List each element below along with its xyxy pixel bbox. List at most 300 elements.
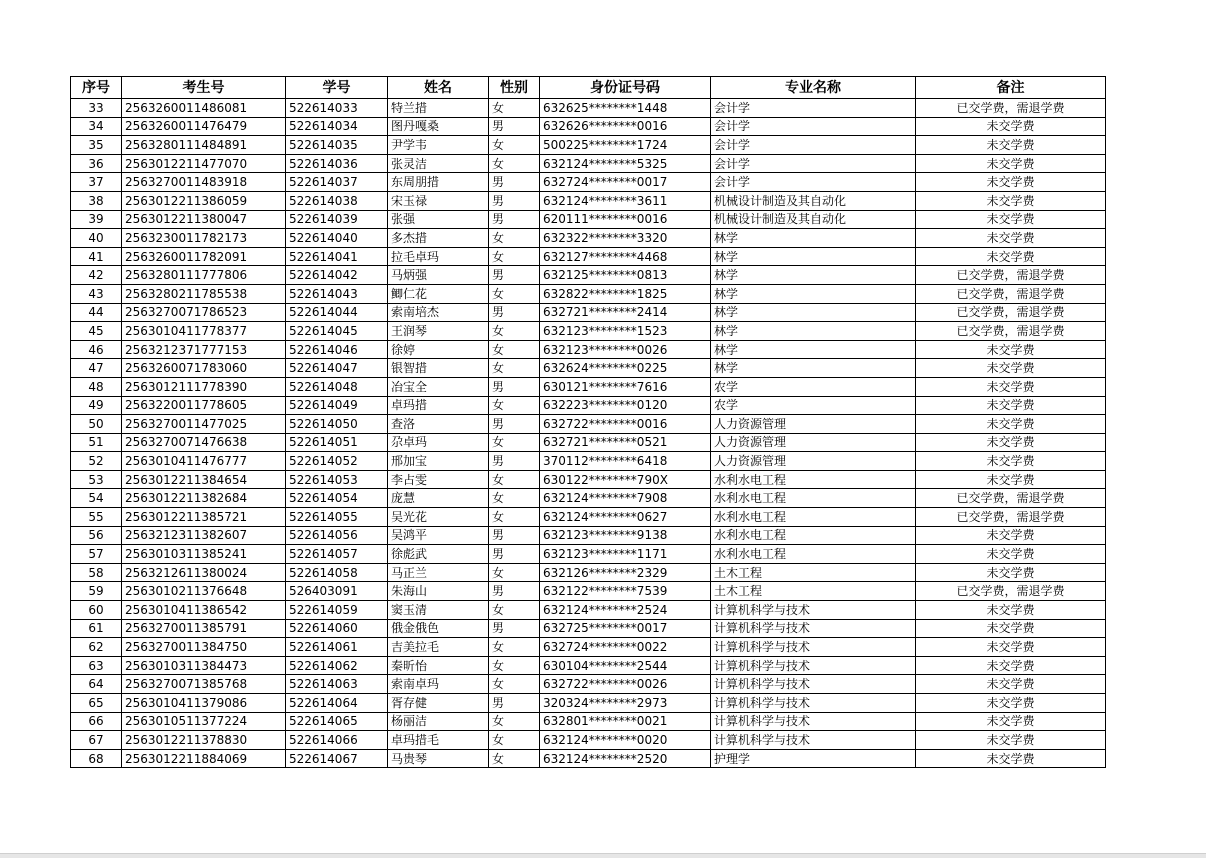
cell-col-remark: 未交学费 — [916, 377, 1106, 396]
cell-col-gender: 女 — [489, 638, 540, 657]
cell-col-student-id: 522614049 — [286, 396, 388, 415]
cell-col-major: 水利水电工程 — [711, 545, 916, 564]
cell-col-remark: 未交学费 — [916, 210, 1106, 229]
cell-col-index: 43 — [71, 284, 122, 303]
cell-col-index: 64 — [71, 675, 122, 694]
cell-col-student-id: 522614043 — [286, 284, 388, 303]
cell-col-student-id: 522614053 — [286, 470, 388, 489]
cell-col-exam-id: 2563220011778605 — [122, 396, 286, 415]
cell-col-name: 冶宝全 — [388, 377, 489, 396]
table-row — [71, 489, 1106, 508]
table-row — [71, 303, 1106, 322]
cell-col-exam-id: 2563280111777806 — [122, 266, 286, 285]
cell-col-id-number: 632124********2520 — [540, 749, 711, 768]
cell-col-index: 54 — [71, 489, 122, 508]
cell-col-exam-id: 2563270011483918 — [122, 173, 286, 192]
cell-col-major: 人力资源管理 — [711, 452, 916, 471]
table-row — [71, 284, 1106, 303]
cell-col-gender: 女 — [489, 322, 540, 341]
cell-col-student-id: 522614048 — [286, 377, 388, 396]
table-row — [71, 99, 1106, 118]
cell-col-name: 马贵琴 — [388, 749, 489, 768]
cell-col-exam-id: 2563270011385791 — [122, 619, 286, 638]
cell-col-gender: 女 — [489, 433, 540, 452]
cell-col-major: 会计学 — [711, 99, 916, 118]
cell-col-index: 38 — [71, 191, 122, 210]
cell-col-major: 林学 — [711, 266, 916, 285]
cell-col-index: 55 — [71, 508, 122, 527]
cell-col-exam-id: 2563212371777153 — [122, 340, 286, 359]
table-row — [71, 470, 1106, 489]
cell-col-name: 吉美拉毛 — [388, 638, 489, 657]
cell-col-id-number: 632724********0022 — [540, 638, 711, 657]
cell-col-remark: 已交学费，需退学费 — [916, 266, 1106, 285]
cell-col-remark: 已交学费，需退学费 — [916, 582, 1106, 601]
cell-col-major: 会计学 — [711, 154, 916, 173]
table-body — [71, 99, 1106, 768]
cell-col-major: 计算机科学与技术 — [711, 656, 916, 675]
cell-col-student-id: 522614063 — [286, 675, 388, 694]
cell-col-major: 林学 — [711, 247, 916, 266]
table-row — [71, 154, 1106, 173]
cell-col-major: 会计学 — [711, 117, 916, 136]
cell-col-index: 40 — [71, 229, 122, 248]
table-row — [71, 526, 1106, 545]
cell-col-id-number: 632822********1825 — [540, 284, 711, 303]
cell-col-major: 计算机科学与技术 — [711, 619, 916, 638]
table-row — [71, 694, 1106, 713]
cell-col-name: 宋玉禄 — [388, 191, 489, 210]
cell-col-student-id: 522614060 — [286, 619, 388, 638]
cell-col-exam-id: 2563010511377224 — [122, 712, 286, 731]
cell-col-major: 土木工程 — [711, 563, 916, 582]
cell-col-exam-id: 2563270011384750 — [122, 638, 286, 657]
cell-col-id-number: 370112********6418 — [540, 452, 711, 471]
cell-col-exam-id: 2563010311385241 — [122, 545, 286, 564]
cell-col-gender: 女 — [489, 731, 540, 750]
table-row — [71, 415, 1106, 434]
cell-col-remark: 未交学费 — [916, 470, 1106, 489]
cell-col-exam-id: 2563010411778377 — [122, 322, 286, 341]
cell-col-exam-id: 2563010411386542 — [122, 601, 286, 620]
cell-col-student-id: 522614057 — [286, 545, 388, 564]
cell-col-id-number: 632725********0017 — [540, 619, 711, 638]
cell-col-gender: 女 — [489, 712, 540, 731]
table-row — [71, 601, 1106, 620]
cell-col-exam-id: 2563012211477070 — [122, 154, 286, 173]
cell-col-exam-id: 2563270071786523 — [122, 303, 286, 322]
header-col-id-number: 身份证号码 — [540, 77, 711, 99]
cell-col-student-id: 522614042 — [286, 266, 388, 285]
cell-col-index: 36 — [71, 154, 122, 173]
cell-col-index: 45 — [71, 322, 122, 341]
cell-col-index: 48 — [71, 377, 122, 396]
cell-col-student-id: 522614044 — [286, 303, 388, 322]
cell-col-index: 35 — [71, 136, 122, 155]
cell-col-gender: 女 — [489, 749, 540, 768]
header-col-remark: 备注 — [916, 77, 1106, 99]
cell-col-id-number: 632124********0627 — [540, 508, 711, 527]
table-row — [71, 359, 1106, 378]
cell-col-id-number: 632124********3611 — [540, 191, 711, 210]
cell-col-index: 52 — [71, 452, 122, 471]
cell-col-name: 尕卓玛 — [388, 433, 489, 452]
table-row — [71, 396, 1106, 415]
cell-col-index: 65 — [71, 694, 122, 713]
cell-col-major: 计算机科学与技术 — [711, 601, 916, 620]
cell-col-exam-id: 2563010211376648 — [122, 582, 286, 601]
cell-col-major: 农学 — [711, 396, 916, 415]
cell-col-remark: 已交学费，需退学费 — [916, 99, 1106, 118]
cell-col-name: 马炳强 — [388, 266, 489, 285]
cell-col-exam-id: 2563010411379086 — [122, 694, 286, 713]
cell-col-name: 王润琴 — [388, 322, 489, 341]
cell-col-major: 计算机科学与技术 — [711, 712, 916, 731]
cell-col-name: 庞慧 — [388, 489, 489, 508]
cell-col-index: 49 — [71, 396, 122, 415]
cell-col-index: 39 — [71, 210, 122, 229]
table-row — [71, 582, 1106, 601]
cell-col-gender: 男 — [489, 210, 540, 229]
cell-col-gender: 男 — [489, 415, 540, 434]
cell-col-name: 拉毛卓玛 — [388, 247, 489, 266]
cell-col-name: 邢加宝 — [388, 452, 489, 471]
header-col-name: 姓名 — [388, 77, 489, 99]
header-col-major: 专业名称 — [711, 77, 916, 99]
cell-col-remark: 未交学费 — [916, 396, 1106, 415]
cell-col-exam-id: 2563012211385721 — [122, 508, 286, 527]
cell-col-remark: 未交学费 — [916, 563, 1106, 582]
cell-col-index: 42 — [71, 266, 122, 285]
table-row — [71, 452, 1106, 471]
cell-col-id-number: 632125********0813 — [540, 266, 711, 285]
cell-col-student-id: 522614036 — [286, 154, 388, 173]
cell-col-id-number: 632721********0521 — [540, 433, 711, 452]
cell-col-id-number: 632123********9138 — [540, 526, 711, 545]
cell-col-index: 61 — [71, 619, 122, 638]
cell-col-remark: 未交学费 — [916, 117, 1106, 136]
cell-col-student-id: 522614045 — [286, 322, 388, 341]
table-row — [71, 117, 1106, 136]
cell-col-remark: 已交学费，需退学费 — [916, 489, 1106, 508]
cell-col-exam-id: 2563010411476777 — [122, 452, 286, 471]
cell-col-id-number: 632223********0120 — [540, 396, 711, 415]
cell-col-gender: 女 — [489, 136, 540, 155]
cell-col-student-id: 522614046 — [286, 340, 388, 359]
cell-col-major: 人力资源管理 — [711, 415, 916, 434]
cell-col-name: 索南卓玛 — [388, 675, 489, 694]
header-col-index: 序号 — [71, 77, 122, 99]
cell-col-exam-id: 2563012211382684 — [122, 489, 286, 508]
cell-col-id-number: 632127********4468 — [540, 247, 711, 266]
cell-col-gender: 女 — [489, 508, 540, 527]
cell-col-id-number: 632124********5325 — [540, 154, 711, 173]
cell-col-exam-id: 2563270011477025 — [122, 415, 286, 434]
cell-col-name: 图丹嘎桑 — [388, 117, 489, 136]
cell-col-remark: 未交学费 — [916, 415, 1106, 434]
cell-col-gender: 男 — [489, 191, 540, 210]
cell-col-id-number: 630122********790X — [540, 470, 711, 489]
cell-col-name: 胥存健 — [388, 694, 489, 713]
cell-col-remark: 未交学费 — [916, 712, 1106, 731]
cell-col-gender: 女 — [489, 154, 540, 173]
student-table-sheet — [70, 76, 1106, 768]
cell-col-student-id: 522614051 — [286, 433, 388, 452]
cell-col-major: 林学 — [711, 322, 916, 341]
cell-col-id-number: 632123********1523 — [540, 322, 711, 341]
cell-col-name: 银智措 — [388, 359, 489, 378]
table-row — [71, 247, 1106, 266]
cell-col-gender: 女 — [489, 563, 540, 582]
cell-col-student-id: 522614056 — [286, 526, 388, 545]
header-col-exam-id: 考生号 — [122, 77, 286, 99]
cell-col-student-id: 522614062 — [286, 656, 388, 675]
cell-col-exam-id: 2563270071385768 — [122, 675, 286, 694]
cell-col-major: 机械设计制造及其自动化 — [711, 210, 916, 229]
cell-col-remark: 已交学费，需退学费 — [916, 508, 1106, 527]
table-row — [71, 433, 1106, 452]
cell-col-id-number: 632124********2524 — [540, 601, 711, 620]
cell-col-id-number: 632123********1171 — [540, 545, 711, 564]
cell-col-remark: 未交学费 — [916, 433, 1106, 452]
cell-col-index: 63 — [71, 656, 122, 675]
cell-col-name: 朱海山 — [388, 582, 489, 601]
cell-col-index: 41 — [71, 247, 122, 266]
cell-col-exam-id: 2563280211785538 — [122, 284, 286, 303]
cell-col-student-id: 526403091 — [286, 582, 388, 601]
cell-col-gender: 男 — [489, 619, 540, 638]
cell-col-student-id: 522614041 — [286, 247, 388, 266]
cell-col-student-id: 522614064 — [286, 694, 388, 713]
cell-col-remark: 未交学费 — [916, 340, 1106, 359]
cell-col-student-id: 522614066 — [286, 731, 388, 750]
cell-col-name: 特兰措 — [388, 99, 489, 118]
cell-col-id-number: 632722********0026 — [540, 675, 711, 694]
cell-col-exam-id: 2563212611380024 — [122, 563, 286, 582]
cell-col-gender: 女 — [489, 470, 540, 489]
cell-col-gender: 男 — [489, 377, 540, 396]
bottom-scroll-edge — [0, 853, 1206, 858]
cell-col-remark: 已交学费，需退学费 — [916, 284, 1106, 303]
cell-col-index: 57 — [71, 545, 122, 564]
cell-col-major: 林学 — [711, 340, 916, 359]
cell-col-name: 多杰措 — [388, 229, 489, 248]
cell-col-index: 67 — [71, 731, 122, 750]
cell-col-student-id: 522614054 — [286, 489, 388, 508]
cell-col-major: 会计学 — [711, 136, 916, 155]
table-row — [71, 563, 1106, 582]
cell-col-index: 66 — [71, 712, 122, 731]
cell-col-index: 56 — [71, 526, 122, 545]
cell-col-name: 马正兰 — [388, 563, 489, 582]
cell-col-major: 农学 — [711, 377, 916, 396]
cell-col-gender: 男 — [489, 582, 540, 601]
cell-col-major: 水利水电工程 — [711, 470, 916, 489]
cell-col-id-number: 632626********0016 — [540, 117, 711, 136]
cell-col-id-number: 632123********0026 — [540, 340, 711, 359]
cell-col-gender: 女 — [489, 601, 540, 620]
cell-col-remark: 已交学费，需退学费 — [916, 322, 1106, 341]
cell-col-remark: 未交学费 — [916, 191, 1106, 210]
cell-col-gender: 女 — [489, 229, 540, 248]
cell-col-major: 林学 — [711, 284, 916, 303]
cell-col-major: 会计学 — [711, 173, 916, 192]
cell-col-remark: 未交学费 — [916, 247, 1106, 266]
cell-col-name: 吴光花 — [388, 508, 489, 527]
cell-col-index: 44 — [71, 303, 122, 322]
cell-col-id-number: 632722********0016 — [540, 415, 711, 434]
cell-col-exam-id: 2563010311384473 — [122, 656, 286, 675]
cell-col-student-id: 522614065 — [286, 712, 388, 731]
cell-col-index: 46 — [71, 340, 122, 359]
cell-col-exam-id: 2563260011782091 — [122, 247, 286, 266]
cell-col-name: 徐婷 — [388, 340, 489, 359]
cell-col-index: 50 — [71, 415, 122, 434]
cell-col-gender: 女 — [489, 99, 540, 118]
cell-col-id-number: 632122********7539 — [540, 582, 711, 601]
cell-col-id-number: 320324********2973 — [540, 694, 711, 713]
cell-col-remark: 未交学费 — [916, 731, 1106, 750]
cell-col-remark: 未交学费 — [916, 154, 1106, 173]
cell-col-id-number: 632624********0225 — [540, 359, 711, 378]
cell-col-exam-id: 2563012111778390 — [122, 377, 286, 396]
cell-col-name: 杨丽洁 — [388, 712, 489, 731]
cell-col-student-id: 522614055 — [286, 508, 388, 527]
cell-col-name: 秦昕怡 — [388, 656, 489, 675]
cell-col-id-number: 500225********1724 — [540, 136, 711, 155]
cell-col-id-number: 632801********0021 — [540, 712, 711, 731]
cell-col-student-id: 522614034 — [286, 117, 388, 136]
table-header-row — [71, 77, 1106, 99]
cell-col-name: 卓玛措毛 — [388, 731, 489, 750]
cell-col-name: 李占雯 — [388, 470, 489, 489]
cell-col-student-id: 522614058 — [286, 563, 388, 582]
cell-col-major: 林学 — [711, 229, 916, 248]
cell-col-gender: 男 — [489, 303, 540, 322]
cell-col-index: 37 — [71, 173, 122, 192]
cell-col-index: 47 — [71, 359, 122, 378]
cell-col-gender: 男 — [489, 526, 540, 545]
cell-col-student-id: 522614040 — [286, 229, 388, 248]
table-row — [71, 173, 1106, 192]
table-row — [71, 191, 1106, 210]
cell-col-gender: 男 — [489, 266, 540, 285]
cell-col-major: 计算机科学与技术 — [711, 675, 916, 694]
cell-col-remark: 未交学费 — [916, 694, 1106, 713]
cell-col-exam-id: 2563280111484891 — [122, 136, 286, 155]
cell-col-name: 徐彪武 — [388, 545, 489, 564]
cell-col-exam-id: 2563012211386059 — [122, 191, 286, 210]
header-col-gender: 性别 — [489, 77, 540, 99]
cell-col-index: 62 — [71, 638, 122, 657]
table-row — [71, 545, 1106, 564]
cell-col-exam-id: 2563012211884069 — [122, 749, 286, 768]
cell-col-exam-id: 2563012211384654 — [122, 470, 286, 489]
cell-col-name: 卓玛措 — [388, 396, 489, 415]
cell-col-major: 林学 — [711, 303, 916, 322]
cell-col-remark: 未交学费 — [916, 619, 1106, 638]
cell-col-id-number: 632724********0017 — [540, 173, 711, 192]
cell-col-major: 水利水电工程 — [711, 489, 916, 508]
cell-col-gender: 女 — [489, 489, 540, 508]
table-row — [71, 229, 1106, 248]
cell-col-major: 护理学 — [711, 749, 916, 768]
cell-col-gender: 女 — [489, 284, 540, 303]
cell-col-remark: 未交学费 — [916, 675, 1106, 694]
table-row — [71, 210, 1106, 229]
cell-col-exam-id: 2563260011486081 — [122, 99, 286, 118]
cell-col-exam-id: 2563012211378830 — [122, 731, 286, 750]
cell-col-index: 51 — [71, 433, 122, 452]
cell-col-index: 60 — [71, 601, 122, 620]
cell-col-id-number: 632124********0020 — [540, 731, 711, 750]
cell-col-exam-id: 2563260071783060 — [122, 359, 286, 378]
cell-col-gender: 男 — [489, 452, 540, 471]
cell-col-id-number: 632126********2329 — [540, 563, 711, 582]
cell-col-id-number: 630121********7616 — [540, 377, 711, 396]
cell-col-name: 张灵洁 — [388, 154, 489, 173]
table-row — [71, 731, 1106, 750]
table-row — [71, 508, 1106, 527]
cell-col-major: 计算机科学与技术 — [711, 731, 916, 750]
cell-col-major: 水利水电工程 — [711, 526, 916, 545]
cell-col-remark: 未交学费 — [916, 638, 1106, 657]
table-row — [71, 377, 1106, 396]
cell-col-remark: 未交学费 — [916, 526, 1106, 545]
cell-col-id-number: 632124********7908 — [540, 489, 711, 508]
cell-col-remark: 未交学费 — [916, 359, 1106, 378]
cell-col-index: 53 — [71, 470, 122, 489]
cell-col-major: 水利水电工程 — [711, 508, 916, 527]
cell-col-student-id: 522614047 — [286, 359, 388, 378]
cell-col-exam-id: 2563260011476479 — [122, 117, 286, 136]
cell-col-major: 机械设计制造及其自动化 — [711, 191, 916, 210]
cell-col-student-id: 522614039 — [286, 210, 388, 229]
header-col-student-id: 学号 — [286, 77, 388, 99]
table-row — [71, 619, 1106, 638]
cell-col-exam-id: 2563212311382607 — [122, 526, 286, 545]
cell-col-index: 34 — [71, 117, 122, 136]
cell-col-gender: 男 — [489, 694, 540, 713]
cell-col-name: 俄金俄色 — [388, 619, 489, 638]
cell-col-exam-id: 2563012211380047 — [122, 210, 286, 229]
cell-col-name: 吴鸿平 — [388, 526, 489, 545]
cell-col-remark: 未交学费 — [916, 452, 1106, 471]
cell-col-exam-id: 2563270071476638 — [122, 433, 286, 452]
cell-col-student-id: 522614052 — [286, 452, 388, 471]
cell-col-id-number: 632625********1448 — [540, 99, 711, 118]
cell-col-student-id: 522614061 — [286, 638, 388, 657]
cell-col-remark: 未交学费 — [916, 601, 1106, 620]
cell-col-name: 查洛 — [388, 415, 489, 434]
cell-col-student-id: 522614059 — [286, 601, 388, 620]
cell-col-index: 33 — [71, 99, 122, 118]
cell-col-id-number: 630104********2544 — [540, 656, 711, 675]
table-row — [71, 638, 1106, 657]
cell-col-index: 68 — [71, 749, 122, 768]
cell-col-remark: 未交学费 — [916, 136, 1106, 155]
cell-col-id-number: 632721********2414 — [540, 303, 711, 322]
cell-col-remark: 未交学费 — [916, 545, 1106, 564]
cell-col-name: 索南培杰 — [388, 303, 489, 322]
cell-col-remark: 未交学费 — [916, 656, 1106, 675]
cell-col-name: 窦玉清 — [388, 601, 489, 620]
cell-col-major: 人力资源管理 — [711, 433, 916, 452]
cell-col-major: 林学 — [711, 359, 916, 378]
cell-col-remark: 未交学费 — [916, 173, 1106, 192]
table-row — [71, 266, 1106, 285]
cell-col-name: 鲫仁花 — [388, 284, 489, 303]
